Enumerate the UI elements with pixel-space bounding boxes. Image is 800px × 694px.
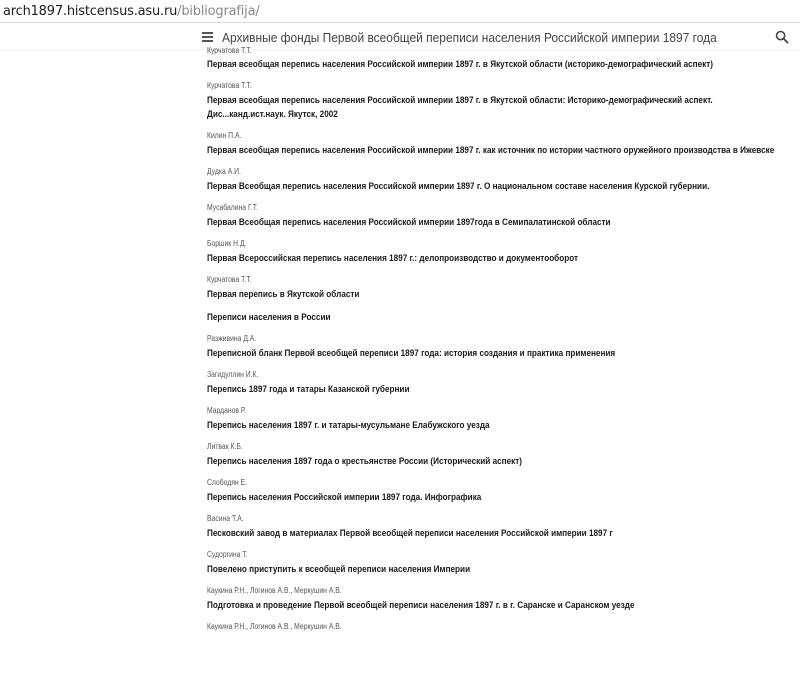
entry-author: Боршик Н.Д. [207, 239, 247, 248]
entry-author: Каукина Р.Н., Логинов А.В., Меркушин А.В. [207, 586, 342, 595]
bibliography-entry [207, 406, 797, 433]
entry-title-link[interactable]: Переписи населения в России [207, 312, 331, 323]
bibliography-entry [207, 478, 797, 505]
entry-author: Васина Т.А. [207, 514, 244, 523]
entry-title-link[interactable]: Первая всеобщая перепись населения Российской империи 1897 г. как источник по истории частного оружейного производства в Ижевске [207, 145, 775, 156]
entry-title-link[interactable]: Повелено приступить к всеобщей переписи населения Империи [207, 564, 471, 575]
bibliography-entry [207, 239, 797, 266]
bibliography-entry [207, 622, 797, 632]
bibliography-entry [207, 586, 797, 613]
bibliography-list [207, 46, 797, 641]
entry-title-link[interactable]: Первая всеобщая перепись населения Российской империи 1897 г. в Якутской области (историко-демографический аспект) [207, 59, 713, 70]
site-title[interactable]: Архивные фонды Первой всеобщей переписи населения Российской империи 1897 года [222, 30, 717, 45]
bibliography-entry [207, 275, 797, 302]
entry-title-link[interactable]: Перепись населения 1897 года о крестьянстве России (Исторический аспект) [207, 456, 522, 467]
entry-title-link[interactable]: Переписной бланк Первой всеобщей переписи 1897 года: история создания и практика применения [207, 348, 616, 359]
entry-author: Дудка А.И. [207, 167, 241, 176]
entry-author: Судоргина Т. [207, 550, 248, 559]
bibliography-entry [207, 370, 797, 397]
entry-title-link[interactable]: Подготовка и проведение Первой всеобщей переписи населения 1897 г. в г. Саранске и Саранском уезде [207, 600, 635, 611]
entry-author: Литвак К.Б. [207, 442, 243, 451]
bibliography-entry [207, 203, 797, 230]
bibliography-entry [207, 81, 797, 122]
entry-title-link[interactable]: Первая Всеобщая перепись населения Российской империи 1897года в Семипалатинской области [207, 217, 611, 228]
entry-author: Каукина Р.Н., Логинов А.В., Меркушин А.В. [207, 622, 342, 631]
hamburger-menu-icon[interactable] [202, 32, 213, 41]
bibliography-entry [207, 550, 797, 577]
entry-title-link[interactable]: Перепись 1897 года и татары Казанской губернии [207, 384, 410, 395]
entry-author: Килин П.А. [207, 131, 242, 140]
entry-title-link[interactable]: Песковский завод в материалах Первой всеобщей переписи населения Российской империи 1897 г [207, 528, 613, 539]
bibliography-entry [207, 131, 797, 158]
entry-title-link[interactable]: Первая перепись в Якутской области [207, 289, 360, 300]
entry-title-link[interactable]: Перепись населения Российской империи 1897 года. Инфографика [207, 492, 482, 503]
entry-author: Мусабалина Г.Т. [207, 203, 258, 212]
entry-author: Слободян Е. [207, 478, 247, 487]
bibliography-entry [207, 442, 797, 469]
bibliography-entry [207, 167, 797, 194]
entry-title-link[interactable]: Первая Всеобщая перепись населения Российской империи 1897 г. О национальном составе населения Курской губернии. [207, 181, 710, 192]
entry-title-link[interactable]: Перепись населения 1897 г. и татары-мусульмане Елабужского уезда [207, 420, 490, 431]
bibliography-entry [207, 334, 797, 361]
url-host: arch1897.histcensus.asu.ru [3, 3, 178, 19]
entry-author: Курчатова Т.Т. [207, 46, 252, 55]
entry-title-link[interactable]: Первая всеобщая перепись населения Российской империи 1897 г. в Якутской области: Историко-демографический аспект. Дис...канд.ист.наук. Якутск, 2002 [207, 95, 713, 120]
bibliography-entry [207, 311, 797, 325]
bibliography-entry [207, 514, 797, 541]
entry-author: Курчатова Т.Т. [207, 81, 252, 90]
search-icon[interactable] [775, 30, 789, 44]
address-bar[interactable] [0, 0, 800, 23]
entry-author: Курчатова Т.Т. [207, 275, 252, 284]
bibliography-entry [207, 46, 797, 72]
entry-title-link[interactable]: Первая Всероссийская перепись населения 1897 г.: делопроизводство и документооборот [207, 253, 579, 264]
entry-author: Разживина Д.А. [207, 334, 257, 343]
entry-author: Загидуллин И.К. [207, 370, 259, 379]
entry-author: Марданов Р. [207, 406, 247, 415]
url-path: /bibliografija/ [177, 3, 260, 19]
